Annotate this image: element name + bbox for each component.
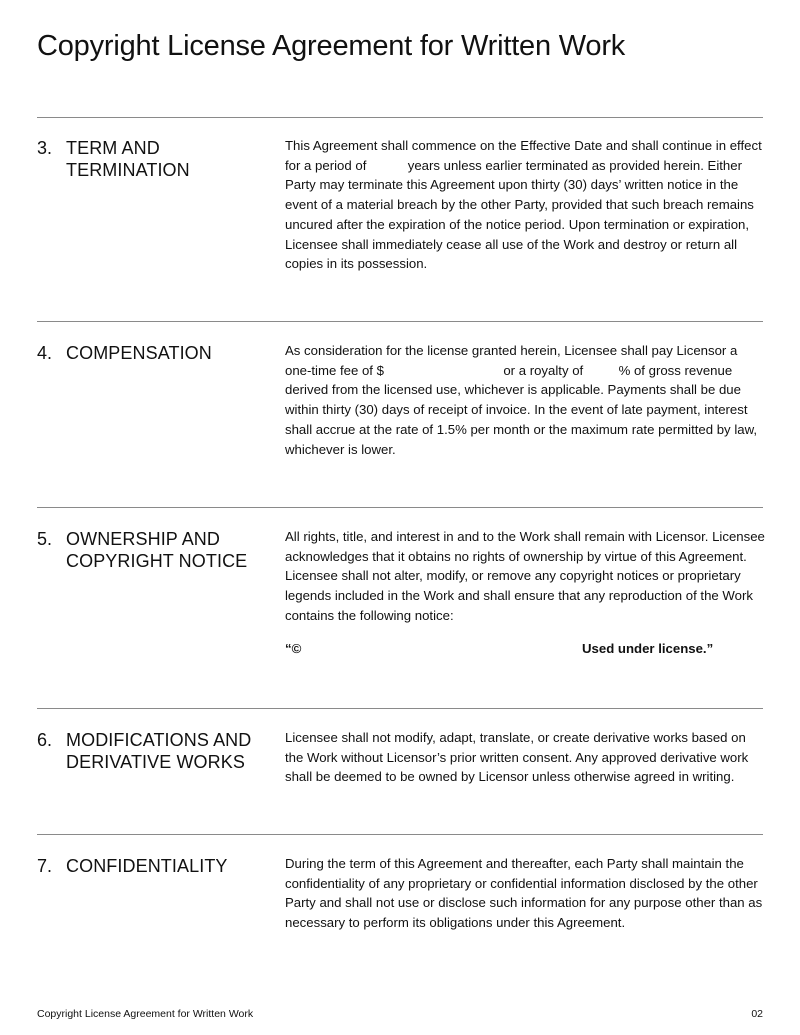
notice-prefix: “© [285, 641, 302, 656]
section-number: 4. [37, 343, 53, 363]
section-compensation [37, 321, 763, 507]
section-number: 6. [37, 730, 53, 750]
section-number: 7. [37, 856, 53, 876]
section-number: 3. [37, 138, 53, 158]
section-confidentiality [37, 834, 763, 954]
section-heading: TERM AND TERMINATION [66, 138, 190, 180]
section-body: All rights, title, and interest in and to the Work shall remain with Licensor. Licensee acknowledges that it obtains no rights of ownership by virtue of this Agreement. Licensee shall not alter, modify, or remove any copyright notices or proprietary legends included in the Work and shall ensure that any reproduction of the Work contains the following notice: [285, 529, 765, 623]
section-modifications [37, 708, 763, 834]
section-body: This Agreement shall commence on the Effective Date and shall continue in effect for a period of years unless earlier terminated as provided herein. Either Party may terminate this Agreement upon thirty (30) days’ written notice in the event of a material breach by the other Party, provided that such breach remains uncured after the expiration of the notice period. Upon termination or expiration, Licensee shall immediately cease all use of the Work and destroy or return all copies in its possession. [285, 138, 762, 272]
footer-document-title: Copyright License Agreement for Written Work [37, 1008, 254, 1020]
section-heading: OWNERSHIP AND COPYRIGHT NOTICE [66, 529, 248, 571]
section-heading: CONFIDENTIALITY [66, 856, 228, 876]
section-number: 5. [37, 529, 53, 549]
notice-suffix: Used under license.” [582, 641, 714, 656]
section-body: As consideration for the license granted herein, Licensee shall pay Licensor a one-time fee of $ or a royalty of % of gross revenue derived from the licensed use, whichever is applicable. Payments shall be due within thirty (30) days of receipt of invoice. In the event of late payment, interest shall accrue at the rate of 1.5% per month or the maximum rate permitted by law, whichever is lower. [285, 343, 758, 457]
section-heading: MODIFICATIONS AND DERIVATIVE WORKS [66, 730, 252, 772]
footer-page-number: 02 [751, 1008, 763, 1020]
section-term-termination [37, 117, 763, 321]
section-ownership [37, 507, 763, 708]
section-body: Licensee shall not modify, adapt, translate, or create derivative works based on the Work without Licensor’s prior written consent. Any approved derivative work shall be deemed to be owned by Licensor unless otherwise agreed in writing. [285, 730, 749, 785]
section-heading: COMPENSATION [66, 343, 212, 363]
section-body: During the term of this Agreement and thereafter, each Party shall maintain the confidentiality of any proprietary or confidential information disclosed by the other Party and shall not use or disclose such information for any purpose other than as necessary to perform its obligations under this Agreement. [285, 856, 763, 931]
document-title: Copyright License Agreement for Written Work [37, 30, 626, 62]
